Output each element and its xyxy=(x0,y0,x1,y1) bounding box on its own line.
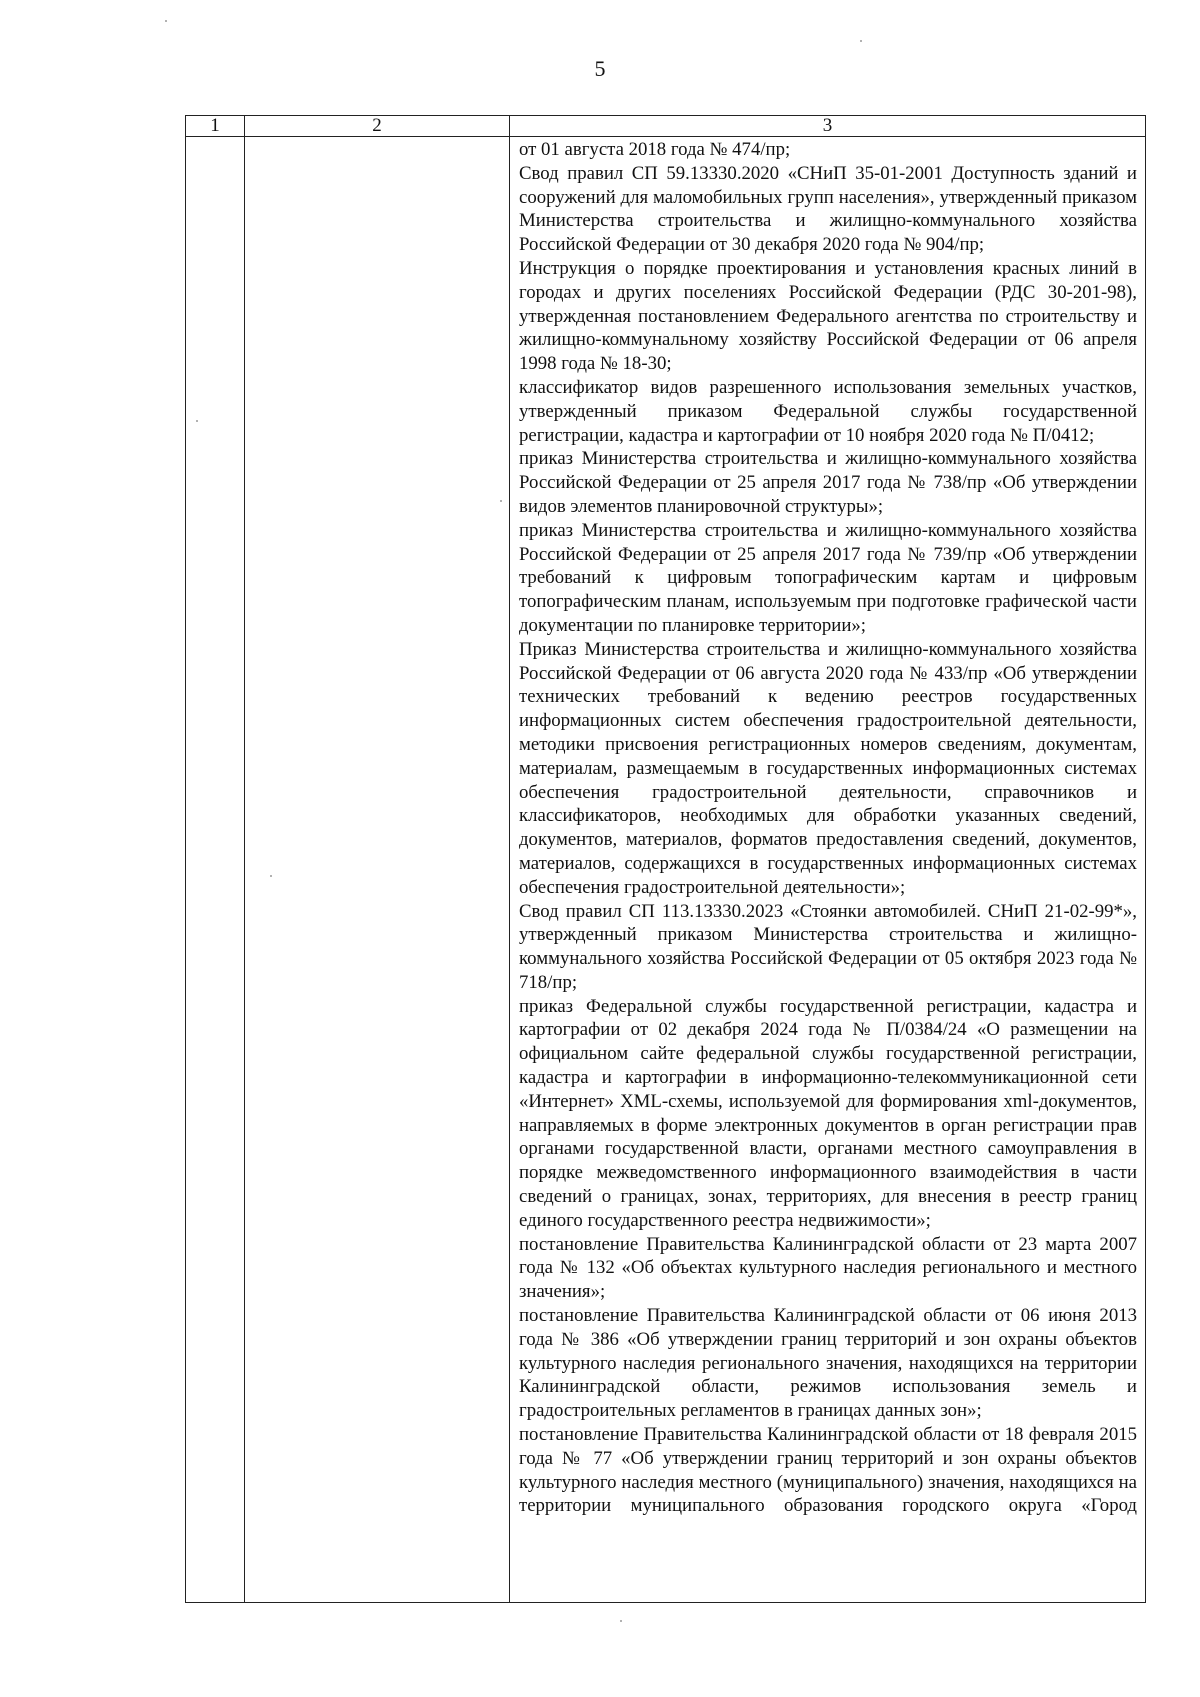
legal-references-list xyxy=(510,137,1145,1518)
cell-column-1 xyxy=(186,137,245,1603)
cell-column-3 xyxy=(510,137,1146,1603)
legal-reference: приказ Министерства строительства и жилищно-коммунального хозяйства Российской Федерации от 25 апреля 2017 года № 739/пр «Об утверждении требований к цифровым топографическим картам и цифровым топографическим планам, используемым при подготовке графической части документации по планировке территории»; xyxy=(519,519,1137,636)
legal-reference: от 01 августа 2018 года № 474/пр; xyxy=(519,139,791,160)
scan-speck xyxy=(500,500,502,502)
legal-reference: Приказ Министерства строительства и жилищно-коммунального хозяйства Российской Федерации от 06 августа 2020 года № 433/пр «Об утверждении технических требований к ведению реестров государственных информационных систем обеспечения градостроительной деятельности, методики присвоения регистрационных номеров сведениям, документам, материалам, размещаемым в государственных информационных системах обеспечения градостроительной деятельности, справочников и классификаторов, необходимых для обработки указанных сведений, документов, материалов, форматов предоставления сведений, документов, материалов, содержащихся в государственных информационных системах обеспечения градостроительной деятельности»; xyxy=(519,638,1137,898)
document-table xyxy=(185,115,1146,1603)
scan-speck xyxy=(860,40,862,42)
scan-speck xyxy=(165,20,167,22)
cell-column-2 xyxy=(245,137,510,1603)
scan-speck xyxy=(270,875,272,877)
legal-reference: Свод правил СП 59.13330.2020 «СНиП 35-01-2001 Доступность зданий и сооружений для маломобильных групп населения», утвержденный приказом Министерства строительства и жилищно-коммунального хозяйства Российской Федерации от 30 декабря 2020 года № 904/пр; xyxy=(519,162,1137,256)
legal-reference: постановление Правительства Калининградской области от 06 июня 2013 года № 386 «Об утверждении границ территорий и зон охраны объектов культурного наследия регионального значения, находящихся на территории Калининградской области, режимов использования земель и градостроительных регламентов в границах данных зон»; xyxy=(519,1305,1137,1422)
scan-speck xyxy=(196,420,198,422)
page-number: 5 xyxy=(594,56,606,81)
scan-speck xyxy=(620,1620,622,1622)
legal-reference: приказ Федеральной службы государственной регистрации, кадастра и картографии от 02 декабря 2024 года № П/0384/24 «О размещении на официальном сайте федеральной службы государственной регистрации, кадастра и картографии в информационно-телекоммуникационной сети «Интернет» XML-схемы, используемой для формирования xml-документов, направляемых в форме электронных документов в орган регистрации прав органами государственной власти, органами местного самоуправления в порядке межведомственного информационного взаимодействия в части сведений о границах, зонах, территориях, для внесения в реестр границ единого государственного реестра недвижимости»; xyxy=(519,995,1137,1231)
legal-reference: Свод правил СП 113.13330.2023 «Стоянки автомобилей. СНиП 21-02-99*», утвержденный приказом Министерства строительства и жилищно-коммунального хозяйства Российской Федерации от 05 октября 2023 года № 718/пр; xyxy=(519,900,1137,993)
legal-reference: классификатор видов разрешенного использования земельных участков, утвержденный приказом Федеральной службы государственной регистрации, кадастра и картографии от 10 ноября 2020 года № П/0412; xyxy=(519,376,1137,446)
legal-reference: Инструкция о порядке проектирования и установления красных линий в городах и других поселениях Российской Федерации (РДС 30-201-98), утвержденная постановлением Федерального агентства по строительству и жилищно-коммунальному хозяйству Российской Федерации от 06 апреля 1998 года № 18-30; xyxy=(519,257,1137,375)
legal-reference: постановление Правительства Калининградской области от 18 февраля 2015 года № 77 «Об утверждении границ территорий и зон охраны объектов культурного наследия местного (муниципального) значения, находящихся на территории муниципального образования городского округа «Город xyxy=(519,1424,1137,1517)
table-row xyxy=(186,137,1146,1603)
table-header-row xyxy=(186,116,1146,137)
legal-reference: приказ Министерства строительства и жилищно-коммунального хозяйства Российской Федерации от 25 апреля 2017 года № 738/пр «Об утверждении видов элементов планировочной структуры»; xyxy=(519,448,1137,517)
column-header-1: 1 xyxy=(186,116,245,137)
column-header-3: 3 xyxy=(510,116,1146,137)
legal-reference: постановление Правительства Калининградской области от 23 марта 2007 года № 132 «Об объектах культурного наследия регионального и местного значения»; xyxy=(519,1233,1137,1303)
column-header-2: 2 xyxy=(245,116,510,137)
